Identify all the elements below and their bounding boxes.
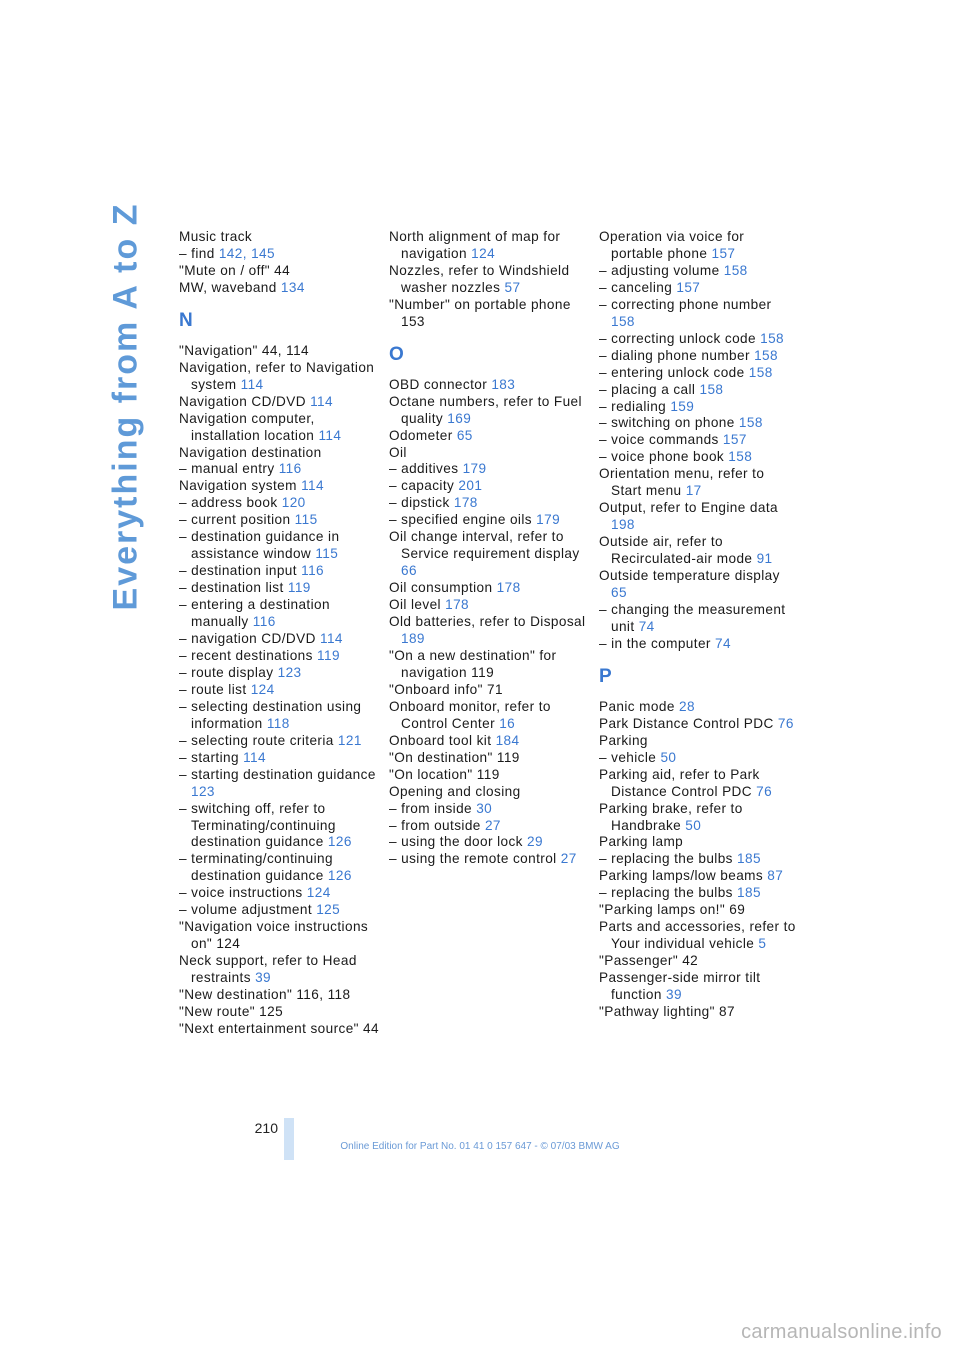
page-reference-link[interactable]: 74	[715, 635, 731, 651]
index-entry	[599, 534, 799, 568]
index-entry-text: – destination guidance in assistance window	[179, 529, 340, 562]
page-reference-link[interactable]: 114	[320, 631, 343, 647]
index-entry-text: Output, refer to Engine data	[599, 500, 778, 516]
index-entry-text: Parts and accessories, refer to Your individual vehicle	[599, 919, 796, 952]
index-entry	[179, 767, 379, 801]
index-entry	[599, 902, 799, 919]
index-entry-text: Park Distance Control PDC	[599, 715, 774, 731]
index-entry	[389, 648, 589, 682]
index-entry-text: Onboard monitor, refer to Control Center	[389, 698, 551, 731]
index-entry	[179, 411, 379, 445]
index-column-3	[599, 229, 799, 1021]
page-reference-link[interactable]: 30	[476, 800, 493, 816]
page-reference-link[interactable]: 158	[760, 330, 785, 346]
index-entry	[599, 868, 799, 885]
index-entry-text: Onboard tool kit	[389, 732, 492, 748]
page-reference-link[interactable]: 124	[306, 885, 331, 901]
index-entry	[179, 733, 379, 750]
index-entry	[599, 851, 799, 868]
index-entry	[599, 331, 799, 348]
index-entry	[389, 377, 589, 394]
page-reference-link[interactable]: 158	[723, 262, 748, 278]
index-entry	[389, 229, 589, 263]
index-entry	[599, 733, 799, 750]
page-reference-link[interactable]: 119	[317, 647, 340, 663]
index-entry-text: "New destination" 116, 118	[179, 987, 351, 1003]
index-entry-text: – capacity	[389, 478, 455, 494]
page-reference-link[interactable]: 124	[250, 681, 275, 697]
index-entry-text: Oil consumption	[389, 580, 493, 596]
index-entry-text: Navigation CD/DVD	[179, 393, 306, 409]
index-entry-text: – canceling	[599, 279, 673, 295]
index-entry-text: "On location" 119	[389, 766, 500, 782]
index-entry	[389, 614, 589, 648]
index-entry	[599, 834, 799, 851]
index-entry	[179, 563, 379, 580]
page-reference-link[interactable]: 185	[737, 885, 761, 901]
index-entry-text: – terminating/continuing destination guidance	[179, 851, 333, 884]
page-reference-link[interactable]: 87	[767, 868, 784, 884]
page-reference-link[interactable]: 65	[456, 427, 473, 443]
index-entry	[179, 263, 379, 280]
index-entry-text: – from inside	[389, 800, 473, 816]
index-entry	[389, 801, 589, 818]
index-entry	[599, 297, 799, 331]
page-reference-link[interactable]: 16	[499, 715, 516, 731]
watermark: carmanualsonline.info	[741, 1321, 942, 1343]
index-entry-text: Oil level	[389, 597, 441, 613]
index-entry-text: – destination list	[179, 580, 284, 596]
page-reference-link[interactable]: 76	[756, 783, 773, 799]
index-entry	[599, 885, 799, 902]
page-reference-link[interactable]: 114	[318, 427, 342, 443]
section-letter: P	[599, 665, 613, 687]
page-reference-link[interactable]: 159	[670, 398, 695, 414]
index-entry	[179, 461, 379, 478]
page-reference-link[interactable]: 123	[277, 664, 302, 680]
index-entry	[599, 699, 799, 716]
index-entry-text: – dipstick	[389, 495, 450, 511]
index-entry-text: Navigation computer, installation location	[179, 410, 315, 443]
index-entry-text: – entering a destination manually	[179, 597, 330, 630]
index-entry	[389, 699, 589, 733]
index-entry-text: Neck support, refer to Head restraints	[179, 953, 357, 986]
index-entry-text: – replacing the bulbs	[599, 851, 733, 867]
index-entry-text: "Pathway lighting" 87	[599, 1003, 735, 1019]
index-entry	[389, 529, 589, 580]
index-entry-text: Parking aid, refer to Park Distance Control PDC	[599, 766, 760, 799]
page-reference-link[interactable]: 39	[255, 970, 272, 986]
index-entry	[179, 953, 379, 987]
index-entry	[179, 229, 379, 246]
index-entry-text: – voice instructions	[179, 885, 303, 901]
index-entry	[389, 784, 589, 801]
index-entry	[599, 767, 799, 801]
page-reference-link[interactable]: 158	[738, 415, 763, 431]
index-entry-text: Operation via voice for portable phone	[599, 229, 745, 261]
index-entry-text: – switching off, refer to Terminating/continuing destination guidance	[179, 800, 336, 850]
index-entry	[599, 263, 799, 280]
index-entry-text: – recent destinations	[179, 647, 313, 663]
page-reference-link[interactable]: 29	[527, 834, 543, 850]
page-marker-bar	[284, 1118, 294, 1160]
page-reference-link[interactable]: 57	[504, 279, 521, 295]
index-entry-text: Orientation menu, refer to Start menu	[599, 466, 765, 499]
index-entry-text: – entering unlock code	[599, 364, 745, 380]
page-reference-link[interactable]: 178	[496, 580, 521, 596]
index-entry-text: – changing the measurement unit	[599, 601, 786, 634]
page-reference-link[interactable]: 142, 145	[218, 245, 275, 261]
page-reference-link[interactable]: 27	[484, 817, 501, 833]
index-entry	[389, 478, 589, 495]
index-entry	[179, 394, 379, 411]
index-entry-text: – current position	[179, 512, 291, 528]
index-entry	[599, 415, 799, 432]
index-entry-text: Odometer	[389, 427, 453, 443]
index-entry	[599, 953, 799, 970]
index-entry	[179, 682, 379, 699]
index-entry-text: – starting	[179, 749, 239, 765]
page-reference-link[interactable]: 50	[685, 817, 702, 833]
page-reference-link[interactable]: 114	[240, 376, 264, 392]
page-reference-link[interactable]: 116	[252, 614, 276, 630]
index-entry	[389, 733, 589, 750]
index-entry	[179, 665, 379, 682]
index-entry	[389, 495, 589, 512]
index-entry	[179, 343, 379, 360]
index-entry	[179, 885, 379, 902]
index-entry-text: – manual entry	[179, 461, 275, 477]
index-entry	[599, 382, 799, 399]
index-entry	[599, 1004, 799, 1021]
page-reference-link[interactable]: 201	[458, 478, 483, 494]
index-entry	[599, 801, 799, 835]
page-reference-link[interactable]: 115	[315, 546, 339, 562]
index-entry-text: Passenger-side mirror tilt function	[599, 970, 761, 1003]
page-reference-link[interactable]: 179	[462, 461, 487, 477]
page-reference-link[interactable]: 28	[678, 698, 695, 714]
index-entry	[599, 568, 799, 602]
page-number: 210	[254, 1120, 278, 1136]
index-entry-text: Parking brake, refer to Handbrake	[599, 800, 743, 833]
page-reference-link[interactable]: 158	[611, 313, 635, 329]
index-entry	[389, 834, 589, 851]
section-letter: O	[389, 343, 405, 365]
index-entry	[389, 682, 589, 699]
index-entry-text: – using the remote control	[389, 851, 557, 867]
page-reference-link[interactable]: 157	[711, 245, 736, 261]
index-entry	[389, 428, 589, 445]
index-entry	[389, 445, 589, 462]
index-entry-text: – volume adjustment	[179, 902, 313, 918]
index-entry	[599, 466, 799, 500]
index-entry	[179, 1021, 379, 1038]
index-entry	[599, 970, 799, 1004]
page-reference-link[interactable]: 27	[560, 851, 577, 867]
index-entry	[389, 597, 589, 614]
index-entry	[179, 445, 379, 462]
index-entry	[599, 500, 799, 534]
page-reference-link[interactable]: 125	[316, 902, 341, 918]
index-entry	[389, 297, 589, 331]
page-reference-link[interactable]: 50	[660, 749, 677, 765]
index-entry-text: – adjusting volume	[599, 262, 720, 278]
page-reference-link[interactable]: 74	[638, 618, 655, 634]
side-title	[96, 202, 156, 610]
side-title-text: Everything from A to Z	[106, 202, 145, 610]
page-reference-link[interactable]: 183	[491, 376, 516, 392]
page-reference-link[interactable]: 17	[685, 483, 702, 499]
index-entry	[599, 636, 799, 653]
index-entry-text: – navigation CD/DVD	[179, 631, 316, 647]
index-entry	[389, 263, 589, 297]
index-entry-text: Outside air, refer to Recirculated-air mode	[599, 534, 753, 567]
page-reference-link[interactable]: 178	[445, 597, 470, 613]
page-reference-link[interactable]: 158	[748, 364, 773, 380]
index-entry	[179, 902, 379, 919]
page-reference-link[interactable]: 126	[327, 834, 352, 850]
index-entry	[599, 399, 799, 416]
index-column-2	[389, 229, 589, 868]
index-entry-text: Navigation destination	[179, 444, 322, 460]
index-entry	[389, 851, 589, 868]
page-reference-link[interactable]: 184	[495, 732, 520, 748]
index-entry-text: – route display	[179, 664, 274, 680]
index-entry-text: Parking lamps/low beams	[599, 868, 764, 884]
index-entry-text: – from outside	[389, 817, 481, 833]
index-entry-text: Navigation system	[179, 478, 297, 494]
index-entry	[179, 1004, 379, 1021]
index-entry	[179, 851, 379, 885]
index-entry	[389, 750, 589, 767]
index-entry	[179, 495, 379, 512]
index-entry-text: North alignment of map for navigation	[389, 229, 561, 261]
index-entry-text: "Number" on portable phone 153	[389, 296, 571, 329]
index-entry-text: – voice commands	[599, 432, 719, 448]
index-entry-text: Octane numbers, refer to Fuel quality	[389, 393, 582, 426]
page-reference-link[interactable]: 91	[756, 551, 773, 567]
page-reference-link[interactable]: 116	[278, 461, 302, 477]
page-reference-link[interactable]: 121	[337, 732, 362, 748]
page-reference-link[interactable]: 157	[722, 432, 747, 448]
page-reference-link[interactable]: 114	[301, 478, 324, 494]
index-entry	[599, 919, 799, 953]
index-entry	[599, 432, 799, 449]
index-entry-text: – using the door lock	[389, 834, 523, 850]
index-entry-text: – redialing	[599, 398, 667, 414]
page-reference-link[interactable]: 5	[758, 936, 767, 952]
index-entry-text: – route list	[179, 681, 247, 697]
section-letter: N	[179, 309, 194, 331]
index-entry	[599, 449, 799, 466]
index-entry-text: MW, waveband	[179, 279, 277, 295]
page-reference-link[interactable]: 169	[447, 410, 472, 426]
index-entry	[179, 478, 379, 495]
index-entry	[599, 280, 799, 297]
edition-note: Online Edition for Part No. 01 41 0 157 647 - © 07/03 BMW AG	[340, 1141, 620, 1152]
page-reference-link[interactable]: 65	[611, 585, 627, 601]
index-entry	[179, 750, 379, 767]
index-entry-text: – specified engine oils	[389, 512, 532, 528]
page-reference-link[interactable]: 39	[666, 987, 682, 1003]
index-entry-text: Oil change interval, refer to Service requirement display	[389, 529, 580, 562]
page-reference-link[interactable]: 116	[301, 563, 325, 579]
index-entry-text: "Passenger" 42	[599, 953, 699, 969]
index-entry-text: "New route" 125	[179, 1003, 284, 1019]
page-reference-link[interactable]: 123	[191, 783, 215, 799]
index-entry-text: Parking	[599, 732, 648, 748]
index-entry-text: – replacing the bulbs	[599, 885, 733, 901]
index-entry-text: "Navigation" 44, 114	[179, 342, 310, 358]
index-entry	[599, 750, 799, 767]
index-entry-text: – switching on phone	[599, 415, 735, 431]
index-entry	[179, 631, 379, 648]
index-entry-text: Outside temperature display	[599, 568, 780, 584]
index-entry-text: Oil	[389, 444, 407, 460]
index-entry	[179, 699, 379, 733]
index-entry	[179, 597, 379, 631]
index-entry-text: – additives	[389, 461, 459, 477]
page-reference-link[interactable]: 158	[728, 449, 753, 465]
index-entry-text: "Mute on / off" 44	[179, 262, 291, 278]
page-reference-link[interactable]: 120	[281, 495, 306, 511]
index-entry	[599, 716, 799, 733]
index-entry-text: – placing a call	[599, 381, 696, 397]
index-entry-text: OBD connector	[389, 376, 488, 392]
index-entry-text: – correcting phone number	[599, 296, 772, 312]
index-entry-text: Opening and closing	[389, 783, 521, 799]
index-entry	[389, 461, 589, 478]
index-entry	[179, 246, 379, 263]
index-entry-text: – correcting unlock code	[599, 330, 756, 346]
index-entry	[389, 818, 589, 835]
index-entry-text: Music track	[179, 229, 253, 244]
index-entry	[179, 360, 379, 394]
index-entry	[179, 529, 379, 563]
index-entry-text: "Onboard info" 71	[389, 681, 503, 697]
index-entry-text: – selecting destination using information	[179, 698, 362, 731]
index-entry	[389, 394, 589, 428]
index-entry	[599, 365, 799, 382]
index-entry-text: Navigation, refer to Navigation system	[179, 359, 375, 392]
index-entry-text: – vehicle	[599, 749, 657, 765]
index-entry-text: – starting destination guidance	[179, 766, 376, 782]
page-reference-link[interactable]: 189	[401, 631, 425, 647]
index-entry	[179, 512, 379, 529]
index-entry	[599, 229, 799, 263]
index-entry-text: – voice phone book	[599, 449, 725, 465]
page-reference-link[interactable]: 126	[327, 868, 352, 884]
index-entry	[179, 648, 379, 665]
index-column-1	[179, 229, 379, 1038]
page-reference-link[interactable]: 76	[777, 715, 794, 731]
index-entry	[179, 580, 379, 597]
page-reference-link[interactable]: 157	[676, 279, 701, 295]
index-entry	[599, 348, 799, 365]
index-entry-text: – destination input	[179, 563, 297, 579]
index-entry-text: – selecting route criteria	[179, 732, 334, 748]
page-reference-link[interactable]: 179	[536, 512, 561, 528]
page-reference-link[interactable]: 115	[294, 512, 318, 528]
index-entry	[389, 767, 589, 784]
index-entry	[599, 602, 799, 636]
index-entry	[179, 801, 379, 852]
index-entry-text: – address book	[179, 495, 278, 511]
index-entry	[389, 580, 589, 597]
index-entry	[179, 280, 379, 297]
page-reference-link[interactable]: 119	[287, 580, 311, 596]
index-entry	[389, 512, 589, 529]
index-entry-text: "Parking lamps on!" 69	[599, 902, 746, 918]
index-entry	[179, 919, 379, 953]
page-reference-link[interactable]: 66	[401, 563, 417, 579]
page-reference-link[interactable]: 185	[737, 851, 761, 867]
page-reference-link[interactable]: 114	[243, 749, 266, 765]
index-entry-text: Parking lamp	[599, 834, 684, 850]
page-reference-link[interactable]: 158	[699, 381, 724, 397]
page-reference-link[interactable]: 124	[471, 245, 496, 261]
index-entry-text: – in the computer	[599, 635, 711, 651]
index-entry-text: – dialing phone number	[599, 347, 750, 363]
page-reference-link[interactable]: 158	[754, 347, 778, 363]
index-entry	[179, 987, 379, 1004]
page-reference-link[interactable]: 198	[611, 517, 635, 533]
page-reference-link[interactable]: 178	[453, 495, 478, 511]
index-entry-text: Nozzles, refer to Windshield washer nozzles	[389, 262, 570, 295]
index-entry-text: "Next entertainment source" 44	[179, 1020, 379, 1036]
index-entry-text: "Navigation voice instructions on" 124	[179, 919, 369, 952]
index-entry-text: – find	[179, 245, 215, 261]
index-entry-text: "On a new destination" for navigation 119	[389, 647, 557, 680]
page-reference-link[interactable]: 114	[310, 393, 333, 409]
index-entry-text: Panic mode	[599, 698, 675, 714]
index-entry-text: Old batteries, refer to Disposal	[389, 614, 586, 630]
index-entry-text: "On destination" 119	[389, 749, 520, 765]
page-reference-link[interactable]: 118	[266, 715, 290, 731]
page-reference-link[interactable]: 134	[280, 279, 305, 295]
